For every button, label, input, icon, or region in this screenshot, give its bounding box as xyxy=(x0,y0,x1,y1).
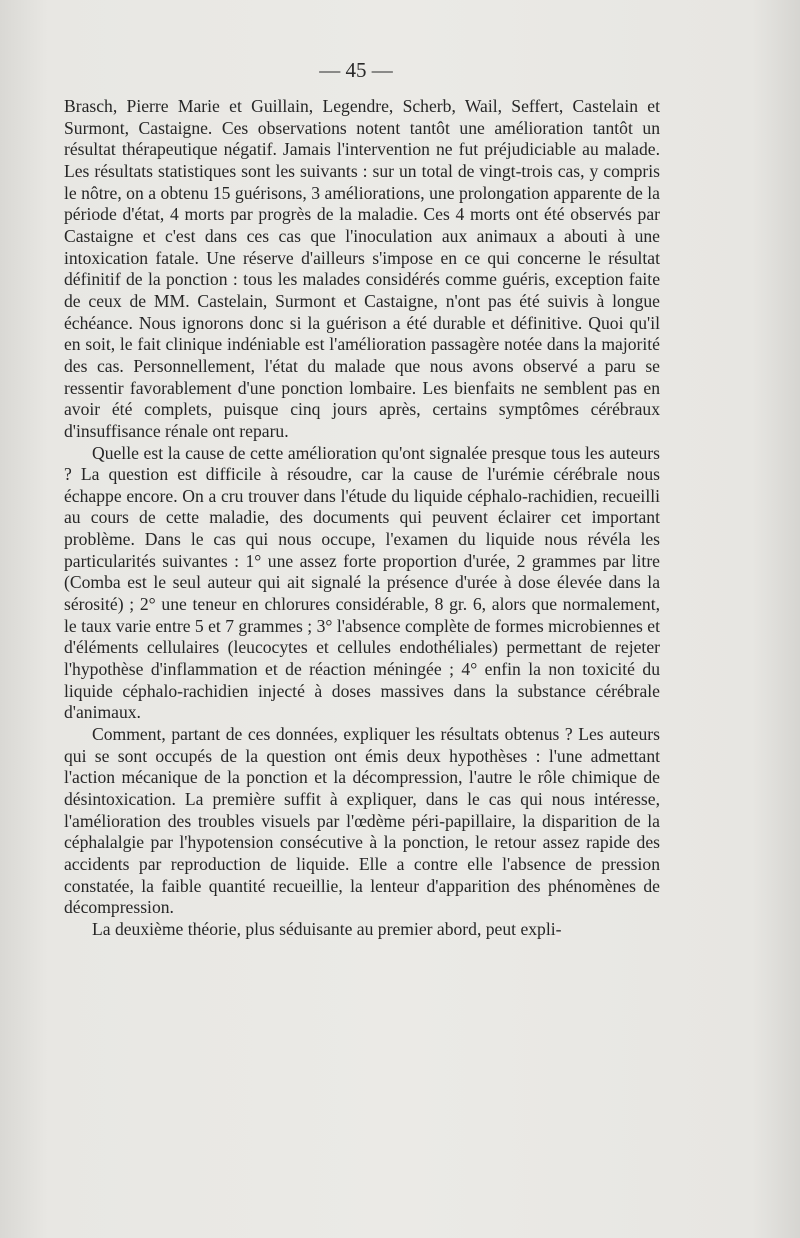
paragraph-1: Brasch, Pierre Marie et Guillain, Legendre, Scherb, Wail, Seffert, Castelain et Surmont, Castaigne. Ces observations notent tantôt une amélioration tantôt un résultat thérapeutique négatif. Jamais l'intervention ne fut préjudiciable au malade. Les résultats statistiques sont les suivants : sur un total de vingt-trois cas, y compris le nôtre, on a obtenu 15 guérisons, 3 améliorations, une prolongation apparente de la période d'état, 4 morts par progrès de la maladie. Ces 4 morts ont été observés par Castaigne et c'est dans ces cas que l'inoculation aux animaux a abouti à une intoxication fatale. Une réserve d'ailleurs s'impose en ce qui concerne le résultat définitif de la ponction : tous les malades considérés comme guéris, exception faite de ceux de MM. Castelain, Surmont et Castaigne, n'ont pas été suivis à longue échéance. Nous ignorons donc si la guérison a été durable et définitive. Quoi qu'il en soit, le fait clinique indéniable est l'amélioration passagère notée dans la majorité des cas. Personnellement, l'état du malade que nous avons observé a paru se ressentir favorablement d'une ponction lombaire. Les bienfaits ne semblent pas en avoir été complets, puisque cinq jours après, certains symptômes cérébraux d'insuffisance rénale ont reparu. xyxy=(64,96,660,441)
body-text xyxy=(64,96,660,941)
paragraph-4: La deuxième théorie, plus séduisante au premier abord, peut expli- xyxy=(92,918,562,939)
paragraph-2: Quelle est la cause de cette amélioration qu'ont signalée presque tous les auteurs ? La question est difficile à résoudre, car la cause de l'urémie cérébrale nous échappe encore. On a cru trouver dans l'étude du liquide céphalo-rachidien, recueilli au cours de cette maladie, des documents qui peuvent éclairer cet important problème. Dans le cas qui nous occupe, l'examen du liquide nous révéla les particularités suivantes : 1° une assez forte proportion d'urée, 2 grammes par litre (Comba est le seul auteur qui ait signalé la présence d'urée à dose élevée dans la sérosité) ; 2° une teneur en chlorures considérable, 8 gr. 6, alors que normalement, le taux varie entre 5 et 7 grammes ; 3° l'absence complète de formes microbiennes et d'éléments cellulaires (leucocytes et cellules endothéliales) permettant de rejeter l'hypothèse d'inflammation et de réaction méningée ; 4° enfin la non toxicité du liquide céphalo-rachidien injecté à doses massives dans la substance cérébrale d'animaux. xyxy=(64,442,660,723)
paragraph-3: Comment, partant de ces données, expliquer les résultats obtenus ? Les auteurs qui se sont occupés de la question ont émis deux hypothèses : l'une admettant l'action mécanique de la ponction et la décompression, l'autre le rôle chimique de désintoxication. La première suffit à expliquer, dans le cas qui nous intéresse, l'amélioration des troubles visuels par l'œdème péri-papillaire, la disparition de la céphalalgie par l'hypotension consécutive à la ponction, le retour assez rapide des accidents par reproduction de liquide. Elle a contre elle l'absence de pression constatée, la faible quantité recueillie, la lenteur d'apparition des phénomènes de décompression. xyxy=(64,724,660,918)
page-number: — 45 — xyxy=(319,58,393,82)
